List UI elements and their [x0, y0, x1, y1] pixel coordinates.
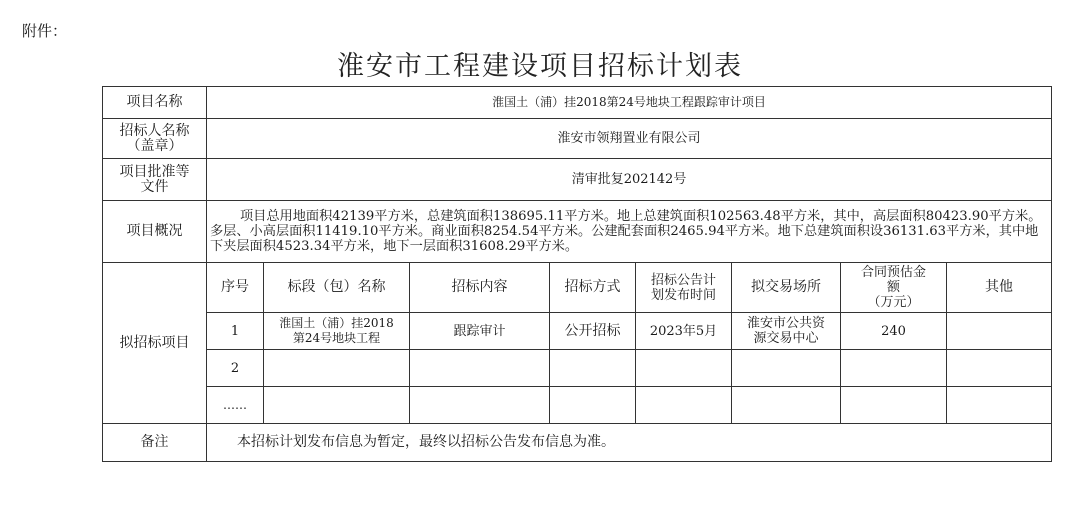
- row-tenderer: [103, 119, 1052, 159]
- item-content: [410, 387, 550, 424]
- item-publish-time: 2023年5月: [636, 313, 732, 350]
- item-place: [732, 350, 841, 387]
- header-publish-time: [636, 263, 732, 313]
- item-other: [947, 387, 1052, 424]
- item-section: [264, 350, 410, 387]
- remarks-label: 备注: [103, 424, 207, 462]
- planned-label: 拟招标项目: [103, 263, 207, 424]
- item-seq: ……: [207, 387, 264, 424]
- item-other: [947, 350, 1052, 387]
- item-content: [410, 350, 550, 387]
- header-publish-time-line2: 划发布时间: [650, 287, 716, 303]
- table-row: [103, 387, 1052, 424]
- page-title: 淮安市工程建设项目招标计划表: [337, 51, 743, 82]
- header-seq: 序号: [207, 263, 264, 313]
- item-other: [947, 313, 1052, 350]
- planned-header-row: [103, 263, 1052, 313]
- header-publish-time-line1: 招标公告计: [650, 272, 716, 288]
- item-method: 公开招标: [550, 313, 636, 350]
- item-place-line2: 源交易中心: [753, 331, 819, 346]
- tenderer-label-line2: （盖章）: [126, 137, 183, 154]
- attachment-label: 附件：: [22, 22, 68, 40]
- item-section-line1: 淮国土（浦）挂2018: [279, 316, 394, 330]
- overview-label: 项目概况: [103, 201, 207, 263]
- row-remarks: [103, 424, 1052, 462]
- header-other: 其他: [947, 263, 1052, 313]
- row-approval: [103, 159, 1052, 201]
- item-amount: [841, 387, 947, 424]
- header-amount-line3: （万元）: [867, 295, 920, 310]
- item-amount: 240: [841, 313, 947, 350]
- tenderer-label-line1: 招标人名称: [119, 122, 190, 139]
- item-seq: 1: [207, 313, 264, 350]
- header-content: 招标内容: [410, 263, 550, 313]
- table-row: [103, 350, 1052, 387]
- project-name-label: 项目名称: [103, 87, 207, 119]
- item-content: 跟踪审计: [410, 313, 550, 350]
- tender-plan-table: [102, 86, 1052, 462]
- table-row: [103, 313, 1052, 350]
- header-section: 标段（包）名称: [264, 263, 410, 313]
- item-publish-time: [636, 350, 732, 387]
- item-method: [550, 350, 636, 387]
- remarks-value: 本招标计划发布信息为暂定，最终以招标公告发布信息为准。: [207, 424, 1052, 462]
- approval-label-line2: 文件: [140, 178, 169, 195]
- item-method: [550, 387, 636, 424]
- item-amount: [841, 350, 947, 387]
- item-section-line2: 第24号地块工程: [292, 331, 381, 345]
- item-place-line1: 淮安市公共资: [746, 316, 825, 331]
- tenderer-label: [103, 119, 207, 159]
- row-project-name: [103, 87, 1052, 119]
- approval-value: 清审批复202142号: [207, 159, 1052, 201]
- header-method: 招标方式: [550, 263, 636, 313]
- item-seq: 2: [207, 350, 264, 387]
- approval-label-line1: 项目批准等: [119, 163, 190, 180]
- approval-label: [103, 159, 207, 201]
- overview-value: 项目总用地面积42139平方米，总建筑面积138695.11平方米。地上总建筑面积102563.48平方米，其中，高层面积80423.90平方米。多层、小高层面积11419.10平方米。商业面积8254.54平方米。公建配套面积2465.94平方米。地下总建筑面积设36131.63平方米，其中地下夹层面积4523.34平方米，地下一层面积31608.29平方米。: [207, 201, 1052, 263]
- item-section: [264, 387, 410, 424]
- row-overview: [103, 201, 1052, 263]
- item-place: [732, 313, 841, 350]
- item-place: [732, 387, 841, 424]
- header-amount-line2: 额: [886, 280, 900, 295]
- tenderer-value: 淮安市领翔置业有限公司: [207, 119, 1052, 159]
- header-place: 拟交易场所: [732, 263, 841, 313]
- item-publish-time: [636, 387, 732, 424]
- project-name-value: 淮国土（浦）挂2018第24号地块工程跟踪审计项目: [207, 87, 1052, 119]
- item-section: [264, 313, 410, 350]
- header-amount: [841, 263, 947, 313]
- header-amount-line1: 合同预估金: [860, 265, 926, 280]
